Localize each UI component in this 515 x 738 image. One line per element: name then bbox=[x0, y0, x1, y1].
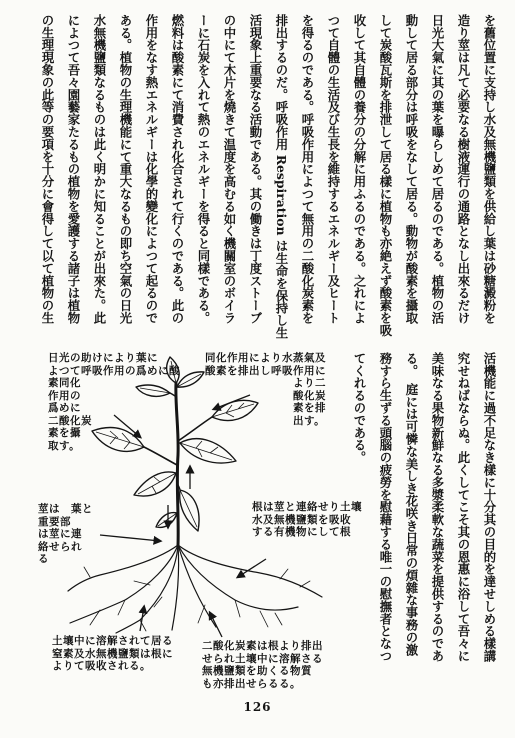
annotation-line: する有機物にして根 bbox=[252, 526, 351, 538]
text-column: 活機能に過不足なき樣に十分其の目的を達せしめる樣講 bbox=[482, 352, 497, 662]
annotation-line: 素同化 bbox=[48, 377, 81, 389]
text-column: 美味なる果物新鮮なる多漿柔軟な蔬菜を提供するのであ bbox=[430, 352, 445, 662]
annotation-line: も亦排出せらるる。 bbox=[202, 677, 301, 690]
main-text-block bbox=[34, 14, 502, 344]
annotation-line: 出す。 bbox=[293, 414, 326, 427]
annotation-line: 酸化炭 bbox=[293, 389, 326, 402]
annotation-line: る bbox=[38, 553, 49, 565]
text-column: 活現象上重要なる活動である。其の働きは丁度ストーブ bbox=[248, 14, 263, 324]
text-column: 作用をなす熱エネルギーは化學的變化によつて起るので bbox=[144, 14, 159, 324]
annotation-line: 酸素を排出し呼吸作用に bbox=[205, 364, 326, 377]
text-column: つて自體の生活及び生長を維持するエネルギー及ヒート bbox=[326, 14, 341, 324]
text-column: 究せねばならぬ。此くしてこそ其の恩惠に浴して吾々に bbox=[456, 352, 471, 662]
root bbox=[116, 545, 178, 633]
annotation-leaf-intake bbox=[48, 352, 180, 452]
text-column: 務すら生ずる頭腦の疲勞を慰藉する唯一の慰撫者となつ bbox=[378, 352, 393, 662]
annotation-roots bbox=[252, 501, 362, 539]
annotation-line: 同化作用により水蒸氣及 bbox=[205, 352, 326, 364]
annotation-line: は莖に連 bbox=[38, 528, 82, 540]
annotation-line: 素を排 bbox=[293, 402, 326, 414]
text-column: 動して居る部分は呼吸をなして居る。動物が酸素を攝取 bbox=[404, 14, 419, 324]
annotation-line: 窒素及水無機鹽類は根に bbox=[52, 647, 173, 660]
text-column: 日光大氣に其の葉を曝らしめて居るのである。植物の活 bbox=[430, 14, 445, 324]
annotation-stem bbox=[38, 503, 93, 566]
annotation-line: よりて吸收される。 bbox=[52, 660, 151, 672]
annotation-leaf-output bbox=[205, 352, 326, 427]
root bbox=[172, 545, 179, 630]
annotation-line: 作用の bbox=[48, 389, 81, 402]
leaf bbox=[180, 439, 236, 463]
lower-text-block bbox=[346, 352, 502, 682]
annotation-line: よつて呼吸作用の爲めに酸 bbox=[48, 364, 180, 377]
annotation-root-output bbox=[202, 640, 323, 690]
text-column: てくれるのである。 bbox=[352, 352, 367, 464]
text-column: 收して其自體の養分の分解に用ふるのである。之れによ bbox=[352, 14, 367, 324]
annotation-line: 取す。 bbox=[48, 439, 81, 452]
text-column: を得るのである。呼吸作用によつて無用の二酸化炭素を bbox=[300, 14, 315, 324]
roots bbox=[68, 545, 322, 633]
text-column: 造り莖は凡て必要なる樹液運行の通路となし出來るだけ bbox=[456, 14, 471, 324]
text-column: る。 庭には可憐な美しき花咲き日常の煩雜な事務の激 bbox=[404, 352, 419, 656]
annotation-line: 無機鹽類を助くる物質 bbox=[202, 665, 312, 677]
text-column: を舊位置に支持し水及無機鹽類を供給し葉は砂糖澱粉を bbox=[482, 14, 497, 324]
text-column: 水無機鹽類なるものは此く明かに知ることが出來た。此 bbox=[92, 14, 107, 324]
arrow bbox=[238, 559, 266, 577]
text-column: によつて吾々園藝家たるもの植物を愛護する諸子は植物 bbox=[66, 14, 81, 324]
annotation-line: 重要部 bbox=[38, 515, 71, 528]
annotation-line: 莖は 葉と bbox=[38, 503, 93, 515]
annotation-line: 二酸化炭 bbox=[48, 414, 92, 427]
annotation-line: 絡せられ bbox=[38, 540, 82, 553]
page-number: 126 bbox=[243, 700, 272, 714]
annotation-root-intake bbox=[52, 635, 173, 673]
annotation-line: より二 bbox=[293, 377, 326, 389]
arrow bbox=[210, 613, 222, 637]
annotation-line: 日光の助けにより葉に bbox=[48, 352, 158, 364]
annotation-line: 水及無機鹽類を吸收 bbox=[252, 513, 351, 526]
annotation-line: 素を攝 bbox=[48, 427, 81, 439]
text-column: の生理現象の此等の要項を十分に會得して以て植物の生 bbox=[40, 14, 55, 324]
annotation-line: 二酸化炭素は根より排出 bbox=[202, 640, 323, 652]
annotation-line: 根は莖と連絡せり土壤 bbox=[252, 501, 362, 513]
text-column: ある。植物の生理機能にて重大なるもの即ち空氣の日光 bbox=[118, 14, 133, 324]
root bbox=[178, 545, 322, 597]
text-column: して炭酸瓦斯を排泄して居る樣に植物も亦絶えず酸素を吸 bbox=[378, 14, 393, 337]
annotation-line: 土壤中に溶解されて居る bbox=[52, 635, 173, 647]
annotation-line: せられ土壤中に溶解さる bbox=[202, 652, 323, 665]
text-column: ーに石炭を入れて熱のエネルギーを得ると同樣である。 bbox=[196, 14, 211, 324]
text-column: 排出するのだ。呼吸作用 Respiration は生命を保持し生 bbox=[274, 14, 289, 340]
text-column: の中にて木片を燒きて温度を高むる如く機關室のボイラ bbox=[222, 14, 237, 324]
arrow bbox=[100, 535, 160, 541]
text-column: 燃料は酸素にて消費され化合されて行くのである。此の bbox=[170, 14, 185, 324]
annotation-line: 爲めに bbox=[48, 402, 81, 414]
